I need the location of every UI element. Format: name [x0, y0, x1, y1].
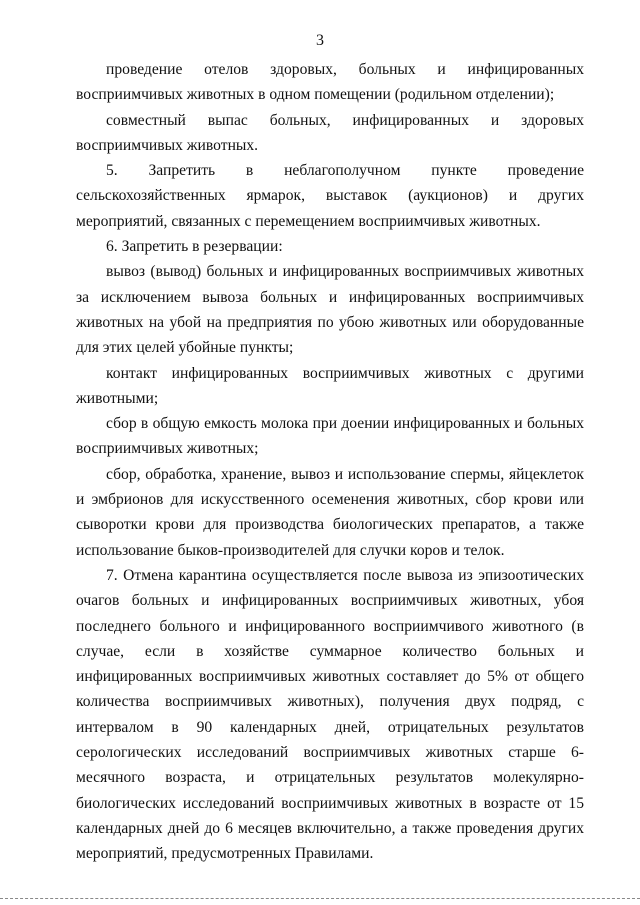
paragraph-export-ban: вывоз (вывод) больных и инфицированных восприимчивых животных за исключением вывоза больных и инфицированных восприимчивых животных на убой на предприятия по убою животных или оборудованные для этих целей убойные пункты;: [76, 263, 584, 357]
paragraph-calving: проведение отелов здоровых, больных и инфицированных восприимчивых животных в одном помещении (родильном отделении);: [76, 61, 584, 104]
paragraph-item-6-heading: 6. Запретить в резервации:: [106, 238, 283, 256]
page-number: 3: [316, 32, 324, 49]
document-body: [76, 57, 584, 867]
paragraph-semen-collection: сбор, обработка, хранение, вывоз и использование спермы, яйцеклеток и эмбрионов для искусственного осеменения животных, сбор крови или сыворотки крови для производства биологических препаратов, а также использование быков-производителей для случки коров и телок.: [76, 465, 584, 559]
paragraph-contact-ban: контакт инфицированных восприимчивых животных с другими животными;: [76, 364, 584, 407]
paragraph-item-5: 5. Запретить в неблагополучном пункте проведение сельскохозяйственных ярмарок, выставок (аукционов) и других мероприятий, связанных с перемещением восприимчивых животных.: [76, 162, 584, 230]
page-bottom-edge: [0, 898, 640, 899]
paragraph-milk-collection: сбор в общую емкость молока при доении инфицированных и больных восприимчивых животных;: [76, 415, 584, 458]
paragraph-item-7: 7. Отмена карантина осуществляется после вывоза из эпизоотических очагов больных и инфицированных восприимчивых животных, убоя последнего больного и инфицированного восприимчивого животного (в случае, если в хозяйстве суммарное количество больных и инфицированных восприимчивых животных составляет до 5% от общего количества восприимчивых животных), получения двух подряд, с интервалом в 90 календарных дней, отрицательных результатов серологических исследований восприимчивых животных старше 6-месячного возраста, и отрицательных результатов молекулярно-биологических исследований восприимчивых животных в возрасте от 15 календарных дней до 6 месяцев включительно, а также проведения других мероприятий, предусмотренных Правилами.: [76, 566, 584, 863]
paragraph-joint-grazing: совместный выпас больных, инфицированных и здоровых восприимчивых животных.: [76, 111, 584, 154]
